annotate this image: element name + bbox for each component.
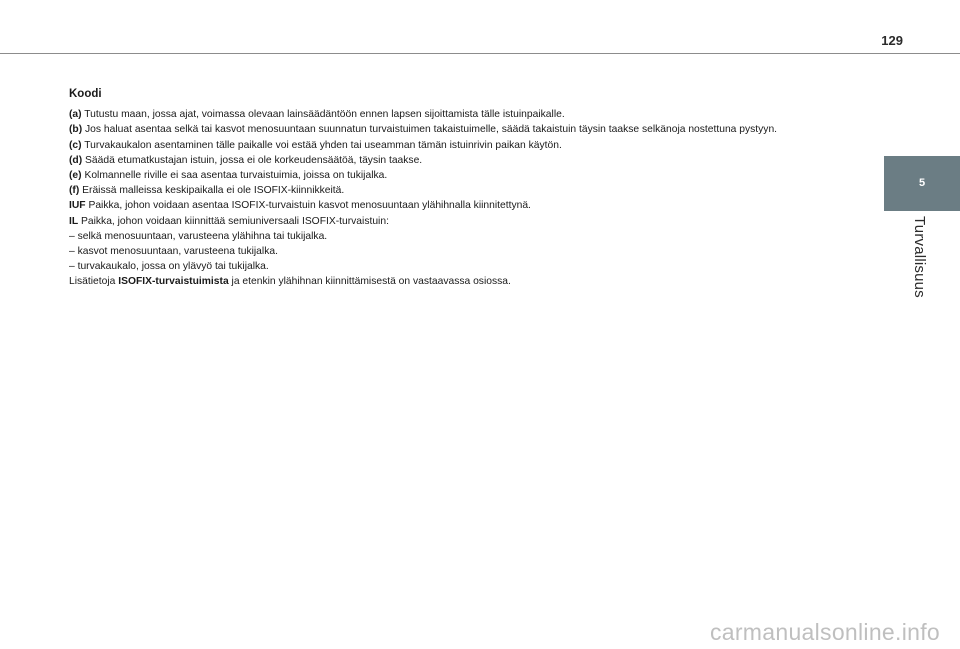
section-title: Koodi (69, 88, 102, 100)
entry-text: Eräissä malleissa keskipaikalla ei ole ISOFIX-kiinnikkeitä. (79, 185, 345, 197)
entry-b (69, 122, 859, 137)
chapter-title: Turvallisuus (911, 216, 928, 298)
entry-e (69, 168, 859, 183)
header-divider (0, 53, 960, 54)
entry-iuf (69, 198, 859, 213)
entry-text: Tutustu maan, jossa ajat, voimassa olevaan lainsäädäntöön ennen lapsen sijoittamista tälle istuinpaikalle. (81, 109, 565, 121)
entry-text: Paikka, johon voidaan asentaa ISOFIX-turvaistuin kasvot menosuuntaan ylähihnalla kiinnitettynä. (85, 200, 531, 212)
entry-il (69, 214, 859, 229)
footer-note-prefix: Lisätietoja (69, 276, 119, 288)
bullet-item: – kasvot menosuuntaan, varusteena tukijalka. (69, 246, 278, 258)
entry-key: (c) (69, 139, 82, 151)
entry-text: Turvakaukalon asentaminen tälle paikalle voi estää yhden tai useamman tämän istuinrivin paikan käytön. (81, 139, 562, 151)
content-body (69, 87, 859, 290)
entry-text: Säädä etumatkustajan istuin, jossa ei ole korkeudensäätöä, täysin taakse. (82, 154, 423, 166)
entry-d (69, 153, 859, 168)
page-number: 129 (881, 33, 903, 48)
bullet-item: – turvakaukalo, jossa on ylävyö tai tukijalka. (69, 261, 269, 273)
entry-c (69, 138, 859, 153)
entry-key: (a) (69, 109, 82, 121)
entry-key: (b) (69, 124, 83, 136)
footer-note-link-text: ISOFIX-turvaistuimista (118, 276, 229, 288)
entry-key: IL (69, 215, 79, 227)
chapter-tab[interactable] (884, 156, 960, 211)
bullet-item: – selkä menosuuntaan, varusteena ylähihna tai tukijalka. (69, 230, 328, 242)
entry-key: (f) (69, 185, 80, 197)
entry-text: Paikka, johon voidaan kiinnittää semiuniversaali ISOFIX-turvaistuin: (78, 215, 389, 227)
entry-f (69, 183, 859, 198)
entry-text: Kolmannelle riville ei saa asentaa turvaistuimia, joissa on tukijalka. (81, 170, 388, 182)
entry-key: IUF (69, 200, 86, 212)
chapter-number: 5 (918, 177, 926, 189)
footer-note-suffix: ja etenkin ylähihnan kiinnittämisestä on vastaavassa osiossa. (228, 276, 511, 288)
entry-key: (d) (69, 154, 83, 166)
entry-text: Jos haluat asentaa selkä tai kasvot menosuuntaan suunnatun turvaistuimen takaistuimelle, säädä takaistuin täysin taakse selkänoja nostettuna pystyyn. (82, 124, 778, 136)
entry-a (69, 107, 859, 122)
watermark: carmanualsonline.info (709, 619, 940, 645)
footer-note (69, 274, 859, 289)
entry-key: (e) (69, 170, 82, 182)
